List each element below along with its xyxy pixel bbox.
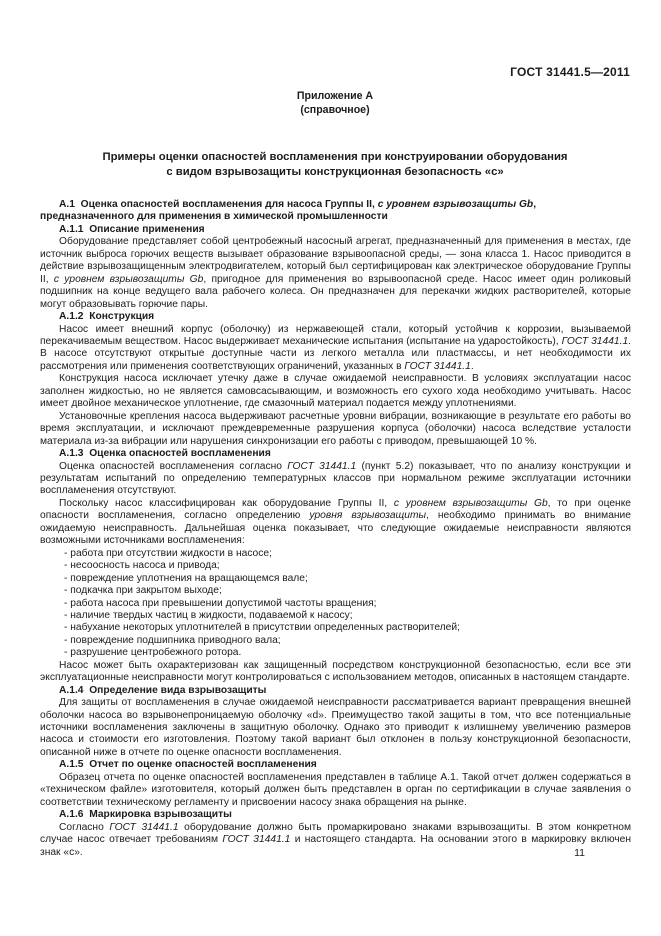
- list-item: - несоосность насоса и привода;: [64, 560, 220, 572]
- paragraph: Образец отчета по оценке опасностей воспламенения представлен в таблице А.1. Такой отчет должен содержаться в «техническом файле» изготовителя, который должен быть представлен в орган по сертификации в случае заявления о соответствии техническому регламенту и присвоении насосу знака обращения на рынке.: [40, 771, 631, 808]
- heading-a1-2: А.1.2 Конструкция: [59, 311, 155, 323]
- paragraph: Оценка опасностей воспламенения согласно ГОСТ 31441.1 (пункт 5.2) показывает, что по анализу конструкции и результатам испытаний по определению температурных классов при нормальном режиме эксплуатации источники воспламенения отсутствуют.: [40, 460, 631, 497]
- paragraph: Для защиты от воспламенения в случае ожидаемой неисправности рассматривается вариант превращения внешней оболочки насоса во взрывонепроницаемую оболочку «d». Преимущество такой защиты в том, что все потенциальные источники воспламенения заключены в защитную оболочку. Однако это приводит к излишнему увеличению размеров насоса и стоимости его изготовления. Поэтому такой вариант был отклонен в пользу конструкционной безопасности, описанной ниже в отчете по оценке опасности воспламенения.: [40, 697, 631, 758]
- document-title-line-1: Примеры оценки опасностей воспламенения при конструировании оборудования: [102, 151, 568, 163]
- annex-label: Приложение А: [296, 90, 374, 102]
- paragraph: Поскольку насос классифицирован как оборудование Группы II, с уровнем взрывозащиты Gb, то при оценке опасности воспламенения, согласно определению уровня взрывозащиты, необходимо принимать во внимание ожидаемую неисправность. Дальнейшая оценка показывает, что следующие ожидаемые неисправности являются возможными источниками воспламенения:: [40, 497, 632, 547]
- paragraph: Установочные крепления насоса выдерживают расчетные уровни вибрации, возникающие в результате его работы во время эксплуатации, и исключают преждевременные разрушения корпуса (оболочки) насоса вследствие усталости материала из-за вибрации или нарушения синхронизации его работы с приводом, превышающей 10 %.: [40, 410, 631, 447]
- heading-a1-4: А.1.4 Определение вида взрывозащиты: [59, 684, 267, 696]
- list-item: - повреждение уплотнения на вращающемся вале;: [64, 572, 308, 584]
- heading-a1-1: А.1.1 Описание применения: [59, 223, 205, 235]
- standard-number-header: ГОСТ 31441.5—2011: [510, 65, 630, 79]
- list-item: - разрушение центробежного ротора.: [64, 647, 242, 659]
- document-body: [40, 199, 631, 859]
- annex-block: [40, 90, 630, 117]
- page-number: 11: [574, 847, 585, 859]
- list-item: - наличие твердых частиц в жидкости, подаваемой к насосу;: [64, 609, 353, 621]
- annex-note: (справочное): [300, 103, 370, 116]
- paragraph: Согласно ГОСТ 31441.1 оборудование должно быть промаркировано знаками взрывозащиты. В этом конкретном случае насос отвечает требованиям ГОСТ 31441.1 и настоящего стандарта. На основании этого в маркировку включен знак «с».: [40, 821, 632, 858]
- list-item: - подкачка при закрытом выходе;: [64, 585, 222, 597]
- paragraph: Оборудование представляет собой центробежный насосный агрегат, предназначенный для применения в местах, где источник выброса горючих веществ вызывает образование взрывоопасной среды, — зона класса 1. Насос приводится в действие взрывозащищенным электродвигателем, который был сертифицирован как электрическое оборудование Группы II, с уровнем взрывозащиты Gb, пригодное для применения во взрывоопасной среде. Насос имеет один роликовый подшипник на конце ведущего вала рабочего колеса. Он предназначен для перекачки жидких растворителей, которые могут образовывать горючие пары.: [40, 236, 632, 310]
- heading-a1-5: А.1.5 Отчет по оценке опасностей воспламенения: [59, 759, 317, 771]
- document-title: [40, 150, 630, 179]
- heading-a1-3: А.1.3 Оценка опасностей воспламенения: [59, 448, 271, 460]
- paragraph: Насос имеет внешний корпус (оболочку) из нержавеющей стали, который устойчив к коррозии, вызываемой перекачиваемым веществом. Насос выдерживает механические испытания (испытание на ударостойкость), ГОСТ 31441.1. В насосе отсутствуют открытые доступные части из легкого металла или пластмассы, и нет необходимости их рассмотрения или применения соответствующих ограничений, указанных в ГОСТ 31441.1.: [40, 323, 631, 372]
- list-item: - работа насоса при превышении допустимой частоты вращения;: [64, 597, 377, 609]
- heading-a1-6: А.1.6 Маркировка взрывозащиты: [59, 809, 232, 821]
- paragraph: Насос может быть охарактеризован как защищенный посредством конструкционной безопасностью, если все эти эксплуатационные неисправности могут контролироваться с использованием методов, описанных в настоящем стандарте.: [40, 659, 631, 684]
- heading-a1: А.1 Оценка опасностей воспламенения для насоса Группы II, с уровнем взрывозащиты Gb, предназначенного для применения в химической промышленности: [40, 199, 537, 223]
- list-item: - набухание некоторых уплотнителей в присутствии определенных растворителей;: [64, 622, 460, 634]
- list-item: - работа при отсутствии жидкости в насосе;: [64, 547, 272, 559]
- document-title-line-2: с видом взрывозащиты конструкционная безопасность «с»: [166, 165, 504, 178]
- paragraph: Конструкция насоса исключает утечку даже в случае ожидаемой неисправности. В условиях эксплуатации насос заполнен жидкостью, но не является самовсасывающим, и возможность его сухого хода необходимо учитывать. Насос имеет двойное механическое уплотнение, где смазочный материал подается между уплотнениями.: [40, 373, 631, 410]
- list-item: - повреждение подшипника приводного вала;: [64, 634, 281, 646]
